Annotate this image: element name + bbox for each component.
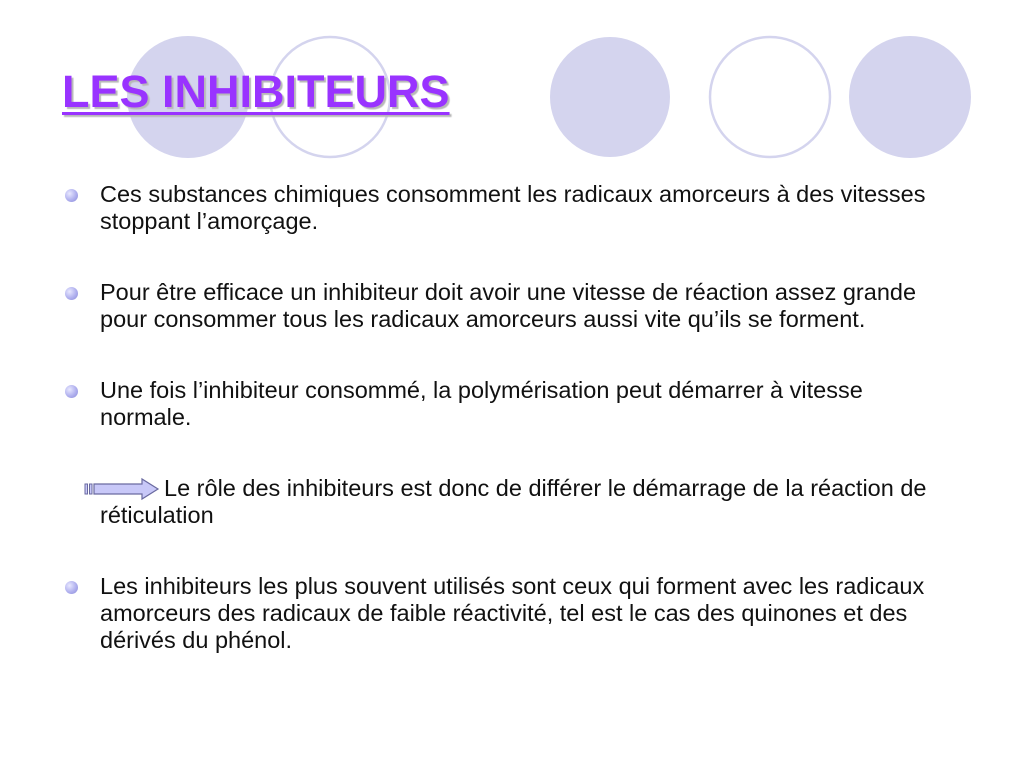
bullet-item-4: [0, 573, 1024, 654]
arrow-note: [0, 475, 1024, 529]
arrow-note-text: Le rôle des inhibiteurs est donc de différer le démarrage de la réaction de réticulation: [100, 475, 927, 528]
bullet-item-1: [0, 181, 1024, 235]
circle-bullet-icon: [65, 385, 78, 398]
bullet-text-1: Ces substances chimiques consomment les radicaux amorceurs à des vitesses stoppant l’amorçage.: [100, 181, 926, 234]
bullet-text-3: Une fois l’inhibiteur consommé, la polymérisation peut démarrer à vitesse normale.: [100, 377, 863, 430]
circle-bullet-icon: [65, 287, 78, 300]
slide-title: LES INHIBITEURS: [62, 66, 450, 117]
circle-bullet-icon: [65, 581, 78, 594]
bullet-item-3: [0, 377, 1024, 431]
circle-bullet-icon: [65, 189, 78, 202]
decor-circle-outline-2: [710, 37, 830, 157]
bullet-text-4: Les inhibiteurs les plus souvent utilisés sont ceux qui forment avec les radicaux amorceurs des radicaux de faible réactivité, tel est le cas des quinones et des dérivés du phénol.: [100, 573, 925, 653]
bullet-item-2: [0, 279, 1024, 333]
slide-content: [0, 181, 1024, 654]
bullet-text-2: Pour être efficace un inhibiteur doit avoir une vitesse de réaction assez grande pour consommer tous les radicaux amorceurs aussi vite qu’ils se forment.: [100, 279, 917, 332]
decor-circle-filled-3: [849, 36, 971, 158]
right-arrow-icon: [84, 477, 160, 501]
decor-circle-filled-2: [550, 37, 670, 157]
